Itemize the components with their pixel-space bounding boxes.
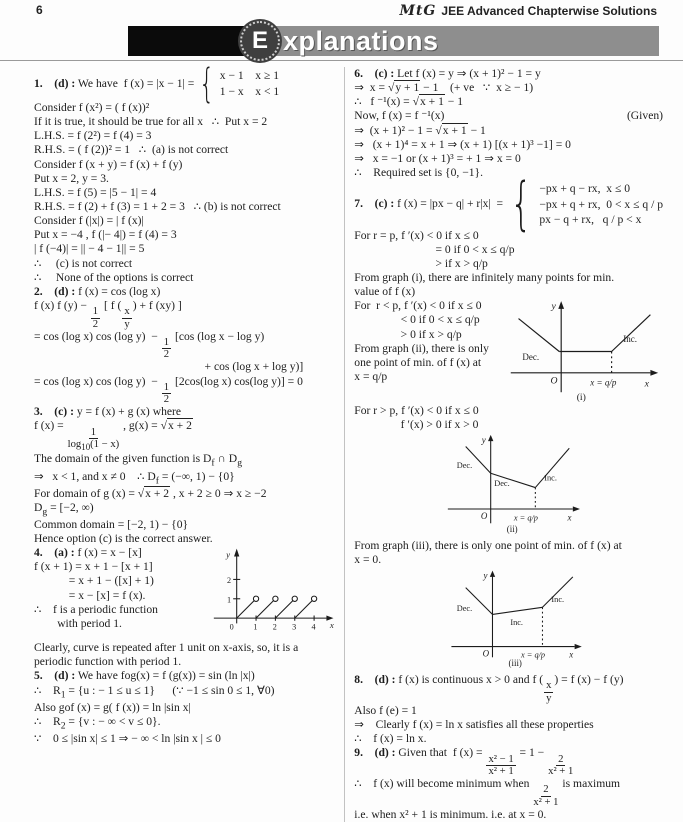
explanations-banner xyxy=(128,26,659,56)
text-line: with period 1. xyxy=(57,616,122,630)
qp-label: x = q/p xyxy=(590,377,617,388)
text-line: periodic function with period 1. xyxy=(34,655,182,669)
text-line: > 0 if x > q/p xyxy=(400,327,462,341)
caption: (i) xyxy=(576,392,586,404)
figure-graph-iii xyxy=(434,568,584,668)
text-line: f (x) f (y) − $\frac{1}{2}$ [ f ( $\frac{x}{y}$ ) + f (xy) ] xyxy=(34,298,182,330)
y-tick-2: 2 xyxy=(227,576,232,586)
banner-black-bar xyxy=(128,26,248,56)
increasing-label-inner: Inc. xyxy=(509,618,523,628)
figure-graph-i xyxy=(503,299,663,404)
banner-title xyxy=(240,21,439,61)
text-line: From graph (ii), there is only xyxy=(354,341,489,355)
text-line: ∴ f ⁻¹(x) = √x + 1 − 1 xyxy=(354,95,464,109)
header-right xyxy=(399,3,657,19)
text-line: R.H.S. = ( f (2))² = 1 ∴ (a) is not correct xyxy=(34,143,229,157)
text-line: Also f (e) = 1 xyxy=(354,703,417,717)
text-line: ∵ 0 ≤ |sin x| ≤ 1 ⇒ − ∞ < ln |sin x | ≤ 0 xyxy=(34,731,221,745)
text-line: The domain of the given function is $D_f$ ∩ $D_g$ xyxy=(34,452,243,469)
text-line: 2. (d) : f (x) = cos (log x) xyxy=(34,284,161,298)
x-tick-3: 3 xyxy=(292,622,297,632)
text-line: 9. (d) : Given that f (x) = $\frac{\text{x² − 1}}{\text{x² + 1}}$ = 1 − $\frac{2}{\text{x² + 1}}$ xyxy=(354,746,574,777)
text-line: Now, f (x) = f ⁻¹(x) (Given) xyxy=(354,109,663,123)
figure-graph-ii xyxy=(434,434,584,534)
increasing-label: Inc. xyxy=(623,334,637,345)
text-line: 8. (d) : f (x) is continuous x > 0 and f ( $\frac{x}{y}$ ) = f (x) − f (y) xyxy=(354,673,624,704)
left-column xyxy=(34,61,345,822)
header-title: JEE Advanced Chapterwise Solutions xyxy=(441,4,657,18)
text-line: ⇒ (x + 1)² − 1 = √x + 1 − 1 xyxy=(354,123,486,137)
text-line: ⇒ Clearly f (x) = ln x satisfies all these properties xyxy=(354,717,594,731)
math-cases-line: 1. (d) : We have f (x) = |x − 1| = { x − 1 x ≥ 1 1 − x x < 1 xyxy=(34,61,280,107)
banner-initial: E xyxy=(251,27,268,54)
text-line: ∴ Required set is {0, −1}. xyxy=(354,165,484,179)
increasing-label-right: Inc. xyxy=(551,594,564,604)
text-line: 5. (d) : We have fog(x) = f (g(x)) = sin (ln |x|) xyxy=(34,669,255,683)
page-header xyxy=(0,0,683,19)
right-column xyxy=(345,67,663,822)
text-line: ∴ f (x) will become minimum when $\frac{2}{\text{x² + 1}}$ is maximum xyxy=(354,777,621,808)
text-line: i.e. when x² + 1 is minimum. i.e. at x = 0. xyxy=(354,807,547,821)
text-line: 4. (a) : f (x) = x − [x] xyxy=(34,546,142,560)
x-tick-0: 0 xyxy=(229,622,235,632)
text-line: From graph (i), there are infinitely many points for min. xyxy=(354,270,615,284)
solution-4-row xyxy=(34,546,337,641)
math-cases-line: 7. (c) : f (x) = |px − q| + r|x| = { −px + q − rx, x ≤ 0 −px + q + rx, 0 < x ≤ q / p px − q + rx, q / p < x xyxy=(354,171,663,238)
x-tick-2: 2 xyxy=(273,622,278,632)
page-number: 6 xyxy=(36,3,43,17)
text-line: From graph (iii), there is only one point of min. of f (x) at xyxy=(354,538,622,552)
x-tick-4: 4 xyxy=(311,622,316,632)
origin-label: O xyxy=(480,510,487,521)
text-line: value of f (x) xyxy=(354,285,416,299)
graph-ii-wrap xyxy=(354,434,663,538)
text-line: f ′(x) > 0 if x > 0 xyxy=(400,418,479,432)
text-line: Consider f (x + y) = f (x) + f (y) xyxy=(34,157,183,171)
text-line: ∴ f is a periodic function xyxy=(34,602,158,616)
banner-initial-circle xyxy=(240,21,280,61)
graph-iii-intro-text xyxy=(354,539,663,567)
text-line: > if x > q/p xyxy=(435,256,488,270)
mtg-logo: MtG xyxy=(399,3,437,19)
origin-label: O xyxy=(482,648,489,659)
text-line: = cos (log x) cos (log y) − $\frac{1}{2}$ [2cos(log x) cos(log y)] = 0 xyxy=(34,374,303,406)
text-line: = x + 1 − ([x] + 1) xyxy=(68,574,154,588)
solutions-content xyxy=(0,61,683,822)
text-line: = x − [x] = f (x). xyxy=(68,588,146,602)
solutions-1-to-3 xyxy=(34,61,337,546)
text-line: ⇒ (x + 1)⁴ = x + 1 ⇒ (x + 1) [(x + 1)³ −1] = 0 xyxy=(354,137,571,151)
solutions-6-7-text xyxy=(354,67,663,299)
text-line: Put x = −4 , f (|− 4|) = f (4) = 3 xyxy=(34,228,177,242)
x-tick-1: 1 xyxy=(253,622,258,632)
axis-label-x: x xyxy=(567,512,572,523)
figure-sawtooth-graph xyxy=(205,546,337,641)
text-line: one point of min. of f (x) at xyxy=(354,355,482,369)
qp-label: x = q/p xyxy=(513,513,538,523)
text-line: L.H.S. = f (5) = |5 − 1| = 4 xyxy=(34,185,157,199)
text-line: R.H.S. = f (2) + f (3) = 1 + 2 = 3 ∴ (b) is not correct xyxy=(34,199,281,213)
r-greater-p-text xyxy=(354,404,663,432)
text-line: For r > p, f ′(x) < 0 if x ≤ 0 xyxy=(354,404,479,418)
text-line: L.H.S. = f (2²) = f (4) = 3 xyxy=(34,129,152,143)
text-line: For r = p, f ′(x) < 0 if x ≤ 0 xyxy=(354,228,479,242)
text-line: x = q/p xyxy=(354,369,388,383)
qp-label: x = q/p xyxy=(520,650,545,660)
axis-label-y: y xyxy=(551,301,556,313)
text-line: < 0 if 0 < x ≤ q/p xyxy=(400,313,480,327)
text-line: Common domain = [−2, 1) − {0} xyxy=(34,517,189,531)
origin-label: O xyxy=(550,375,558,387)
axis-label-y: y xyxy=(226,549,231,560)
text-line: 6. (c) : Let f (x) = y ⇒ (x + 1)² − 1 = y xyxy=(354,67,541,80)
decreasing-label: Dec. xyxy=(522,352,540,363)
banner-title-text: xplanations xyxy=(283,25,439,56)
text-line: ∴ None of the options is correct xyxy=(34,270,194,284)
text-line: x = 0. xyxy=(354,552,382,566)
text-line: ⇒ x = √y + 1 − 1 (+ ve ∵ x ≥ − 1) xyxy=(354,81,534,95)
text-line: For domain of g (x) = √x + 2 , x + 2 ≥ 0 ⇒ x ≥ −2 xyxy=(34,486,267,500)
text-line: ∴ $R_1 = \{u$ : − 1 ≤ u ≤ 1} (∵ −1 ≤ sin 0 ≤ 1, ∀0) xyxy=(34,683,275,700)
axis-label-x: x xyxy=(330,619,335,630)
text-line: If it is true, it should be true for all x ∴ Put x = 2 xyxy=(34,115,268,129)
text-line: Consider f (|x|) = | f (x)| xyxy=(34,214,144,228)
text-line: Hence option (c) is the correct answer. xyxy=(34,532,213,546)
solution-5-text xyxy=(34,641,337,746)
decreasing-label: Dec. xyxy=(456,603,472,613)
axis-label-x: x xyxy=(644,378,649,390)
graph-i-row xyxy=(354,299,663,404)
text-line: f (x) = $\frac{1}{\log_{10}(1 - x)}$ , g(x) = √x + 2 xyxy=(34,419,192,453)
text-line: 3. (c) : y = f (x) + g (x) where xyxy=(34,405,182,419)
axis-label-y: y xyxy=(483,570,488,581)
text-line: Consider f (x²) = ( f (x))² xyxy=(34,101,150,114)
graph-iii-wrap xyxy=(354,568,663,672)
text-line: = cos (log x) cos (log y) − $\frac{1}{2}$ [cos (log x − log y) xyxy=(34,329,265,361)
text-line: $D_g = [-2$, ∞) xyxy=(34,500,94,518)
text-line: + cos (log x + log y)] xyxy=(204,360,304,374)
text-line: f (x + 1) = x + 1 − [x + 1] xyxy=(34,560,153,574)
caption: (ii) xyxy=(506,523,518,534)
text-line: ⇒ x < 1, and x ≠ 0 ∴ $D_f$ = (−∞, 1) − {0} xyxy=(34,469,235,486)
decreasing-label-2: Dec. xyxy=(493,478,510,488)
text-line: ⇒ x = −1 or (x + 1)³ = + 1 ⇒ x = 0 xyxy=(354,151,521,165)
solution-4-text xyxy=(34,546,205,631)
text-line: = 0 if 0 < x ≤ q/p xyxy=(435,242,515,256)
text-line: ∴ f (x) = ln x. xyxy=(354,732,427,746)
text-line: Put x = 2, y = 3. xyxy=(34,171,109,185)
y-tick-1: 1 xyxy=(227,595,232,605)
text-line: Also gof (x) = g( f (x)) = ln |sin x| xyxy=(34,700,191,714)
axis-label-x: x xyxy=(568,649,573,660)
text-line: For r < p, f ′(x) < 0 if x ≤ 0 xyxy=(354,299,482,313)
decreasing-label-1: Dec. xyxy=(456,460,472,470)
text-line: Clearly, curve is repeated after 1 unit on x-axis, so, it is a xyxy=(34,641,299,655)
graph-i-side-text xyxy=(354,299,503,384)
text-line: | f (−4)| = || − 4 − 1|| = 5 xyxy=(34,242,145,256)
axis-label-y: y xyxy=(481,434,486,445)
text-line: ∴ (c) is not correct xyxy=(34,256,133,270)
text-line: ∴ $R_2 = \{v$ : − ∞ < v ≤ 0}. xyxy=(34,714,161,732)
increasing-label: Inc. xyxy=(543,472,557,482)
caption: (iii) xyxy=(508,658,522,669)
